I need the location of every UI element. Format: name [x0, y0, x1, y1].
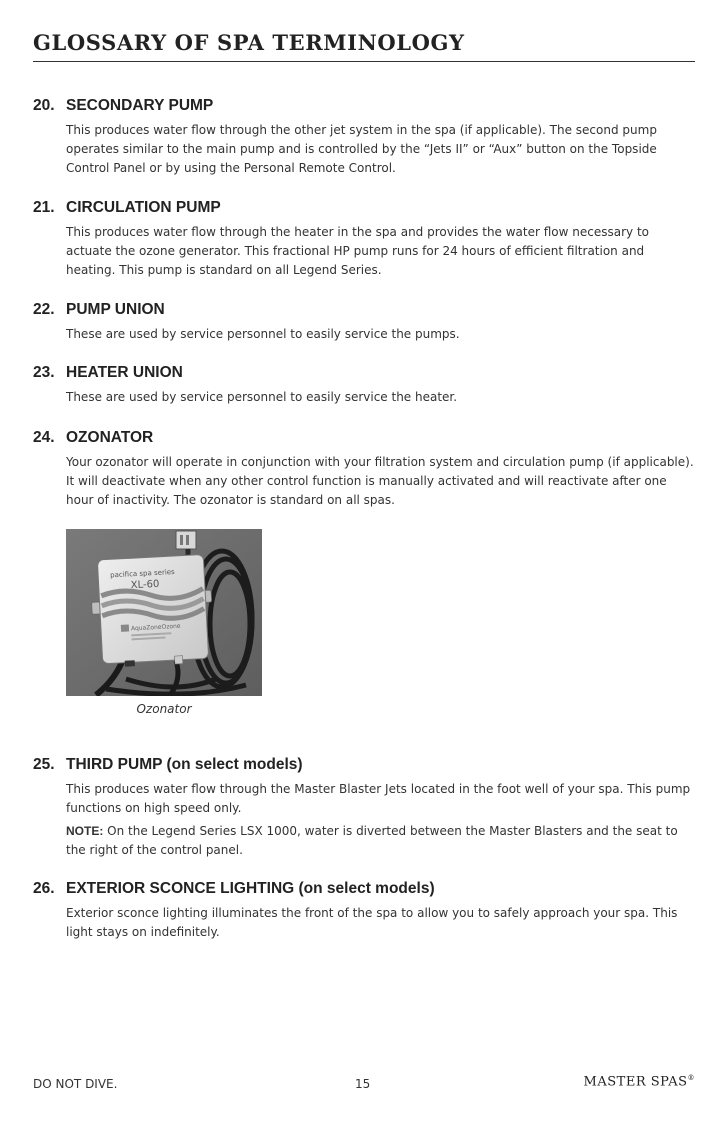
section-exterior-sconce-lighting: [33, 880, 695, 942]
section-title: SECONDARY PUMP: [66, 97, 214, 114]
section-body: [66, 453, 695, 510]
section-paragraph: This produces water flow through the other jet system in the spa (if applicable). The second pump operates similar to the main pump and is controlled by the “Jets II” or “Aux” button on the Topside Control Panel or by using the Personal Remote Control.: [66, 123, 657, 175]
page-title: GLOSSARY OF SPA TERMINOLOGY: [33, 30, 695, 62]
section-paragraph: This produces water flow through the Master Blaster Jets located in the foot well of your spa. This pump functions on high speed only.: [66, 782, 691, 815]
section-body: [66, 780, 695, 860]
note-text: On the Legend Series LSX 1000, water is diverted between the Master Blasters and the seat to the right of the control panel.: [66, 824, 678, 857]
section-body: [66, 388, 695, 407]
brand-logo: [584, 1074, 695, 1089]
section-number: 22.: [33, 301, 55, 318]
section-paragraph: This produces water flow through the heater in the spa and provides the water flow necessary to actuate the ozone generator. This fractional HP pump runs for 24 hours of efficient filtration and heating. This pump is standard on all Legend Series.: [66, 225, 650, 277]
section-heading: [33, 364, 695, 382]
section-title: EXTERIOR SCONCE LIGHTING (on select models): [66, 880, 435, 897]
section-paragraph: These are used by service personnel to easily service the pumps.: [66, 327, 460, 341]
section-paragraph: Your ozonator will operate in conjunction with your filtration system and circulation pump (if applicable). It will deactivate when any other control function is manually activated and will reactivate after one hour of inactivity. The ozonator is standard on all spas.: [66, 455, 694, 507]
ozonator-photo: [66, 529, 262, 696]
section-third-pump: [33, 756, 695, 860]
section-title: THIRD PUMP (on select models): [66, 756, 303, 773]
section-heading: [33, 429, 695, 447]
section-heading: [33, 199, 695, 217]
section-title: HEATER UNION: [66, 364, 183, 381]
note-label: NOTE:: [66, 824, 104, 838]
section-number: 24.: [33, 429, 55, 446]
section-pump-union: [33, 301, 695, 344]
brand-name: MASTER SPAS: [583, 1074, 688, 1090]
section-paragraph: These are used by service personnel to easily service the heater.: [66, 390, 458, 404]
footer-warning: DO NOT DIVE.: [33, 1077, 118, 1091]
section-body: [66, 325, 695, 344]
device-series-text: pacifica spa series: [109, 567, 175, 580]
section-title: OZONATOR: [66, 429, 154, 446]
section-heading: [33, 301, 695, 319]
section-number: 25.: [33, 756, 55, 773]
section-secondary-pump: [33, 97, 695, 178]
section-number: 21.: [33, 199, 55, 216]
section-paragraph: Exterior sconce lighting illuminates the front of the spa to allow you to safely approach your spa. This light stays on indefinitely.: [66, 906, 678, 939]
section-note: [66, 822, 695, 860]
ozonator-illustration: [66, 529, 262, 696]
device-brand-text: AquaZoneOzone: [130, 622, 181, 633]
section-heater-union: [33, 364, 695, 407]
photo-caption: Ozonator: [136, 702, 192, 716]
section-ozonator: [33, 429, 695, 510]
section-title: PUMP UNION: [66, 301, 165, 318]
registered-mark: ®: [687, 1074, 695, 1082]
section-body: [66, 904, 695, 942]
page-number: 15: [355, 1077, 371, 1091]
section-number: 20.: [33, 97, 55, 114]
section-title: CIRCULATION PUMP: [66, 199, 221, 216]
device-model-text: XL-60: [130, 578, 160, 592]
section-body: [66, 223, 695, 280]
section-circulation-pump: [33, 199, 695, 280]
section-heading: [33, 880, 695, 898]
section-heading: [33, 97, 695, 115]
section-body: [66, 121, 695, 178]
section-number: 26.: [33, 880, 55, 897]
section-number: 23.: [33, 364, 55, 381]
section-heading: [33, 756, 695, 774]
